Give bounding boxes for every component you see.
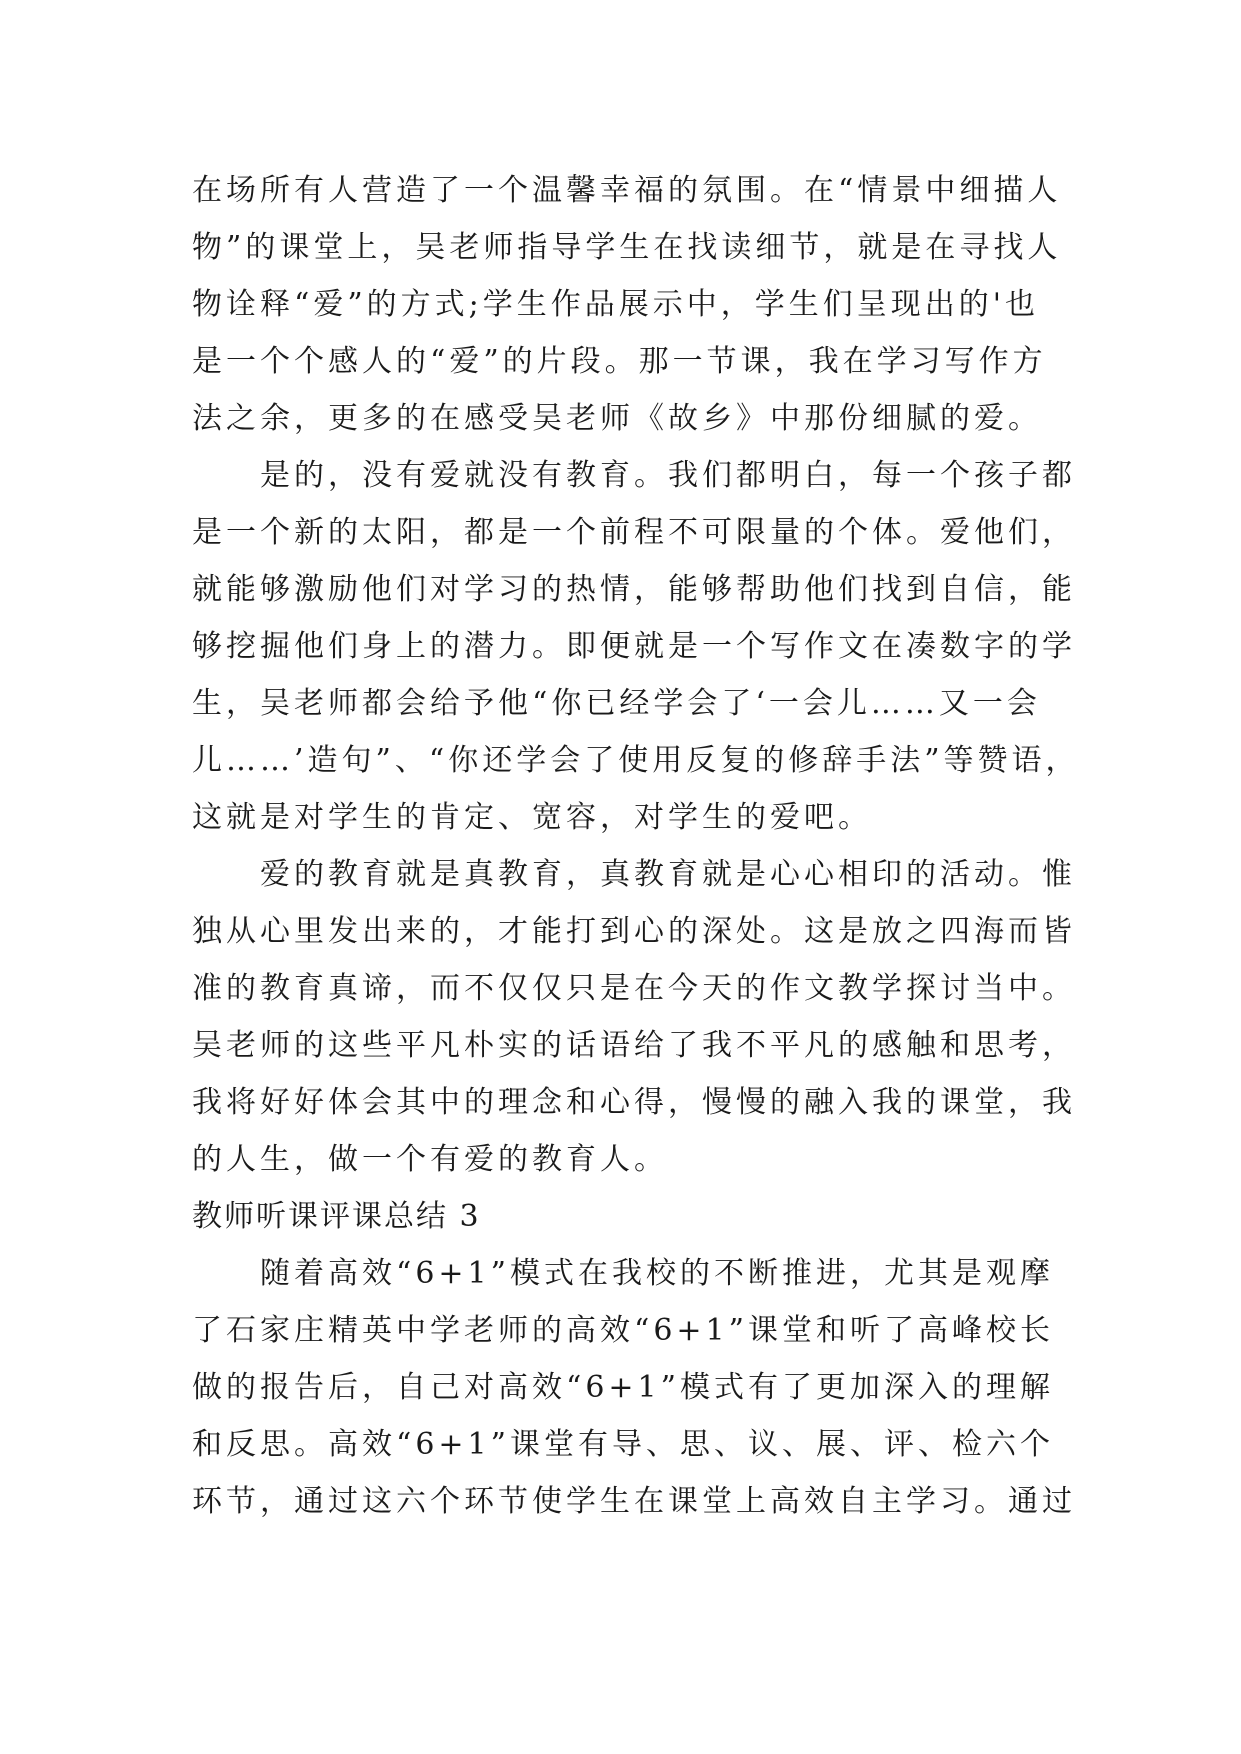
text-line: 吴老师的这些平凡朴实的话语给了我不平凡的感触和思考， bbox=[192, 1028, 1076, 1063]
text-line: 就能够激励他们对学习的热情，能够帮助他们找到自信，能 bbox=[192, 572, 1076, 607]
paragraph-first-line: 是的，没有爱就没有教育。我们都明白，每一个孩子都 bbox=[260, 458, 1076, 493]
text-line: 我将好好体会其中的理念和心得，慢慢的融入我的课堂，我 bbox=[192, 1085, 1076, 1120]
text-line: 了石家庄精英中学老师的高效“6+1”课堂和听了高峰校长 bbox=[192, 1313, 1054, 1348]
document-body bbox=[192, 162, 1080, 1530]
text-line: 生，吴老师都会给予他“你已经学会了‘一会儿……又一会 bbox=[192, 686, 1041, 721]
paragraph-first-line: 随着高效“6+1”模式在我校的不断推进，尤其是观摩 bbox=[260, 1256, 1054, 1291]
text-line: 儿……’造句”、“你还学会了使用反复的修辞手法”等赞语， bbox=[192, 743, 1080, 778]
text-line: 够挖掘他们身上的潜力。即便就是一个写作文在凑数字的学 bbox=[192, 629, 1076, 664]
text-line: 物诠释“爱”的方式;学生作品展示中，学生们呈现出的'也 bbox=[192, 287, 1040, 322]
text-line: 和反思。高效“6+1”课堂有导、思、议、展、评、检六个 bbox=[192, 1427, 1054, 1462]
text-line: 独从心里发出来的，才能打到心的深处。这是放之四海而皆 bbox=[192, 914, 1076, 949]
text-line: 环节，通过这六个环节使学生在课堂上高效自主学习。通过 bbox=[192, 1484, 1076, 1519]
text-line: 是一个新的太阳，都是一个前程不可限量的个体。爱他们， bbox=[192, 515, 1076, 550]
text-line: 这就是对学生的肯定、宽容，对学生的爱吧。 bbox=[192, 800, 872, 835]
text-line: 的人生，做一个有爱的教育人。 bbox=[192, 1142, 668, 1177]
text-line: 在场所有人营造了一个温馨幸福的氛围。在“情景中细描人 bbox=[192, 173, 1062, 208]
text-line: 是一个个感人的“爱”的片段。那一节课，我在学习写作方 bbox=[192, 344, 1047, 379]
section-heading: 教师听课评课总结 3 bbox=[192, 1199, 481, 1234]
paragraph-first-line: 爱的教育就是真教育，真教育就是心心相印的活动。惟 bbox=[260, 857, 1076, 892]
text-line: 准的教育真谛，而不仅仅只是在今天的作文教学探讨当中。 bbox=[192, 971, 1076, 1006]
text-line: 物”的课堂上，吴老师指导学生在找读细节，就是在寻找人 bbox=[192, 230, 1062, 265]
text-line: 法之余，更多的在感受吴老师《故乡》中那份细腻的爱。 bbox=[192, 401, 1042, 436]
text-line: 做的报告后，自己对高效“6+1”模式有了更加深入的理解 bbox=[192, 1370, 1054, 1405]
